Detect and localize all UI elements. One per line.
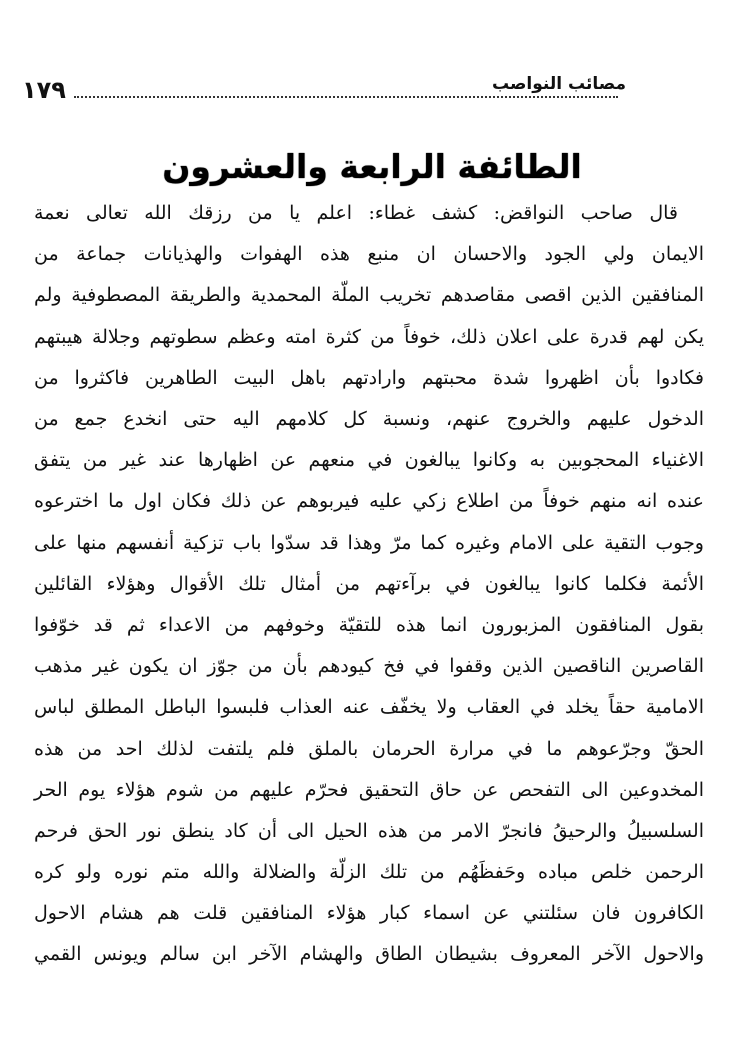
- text-line: والاحول الآخر المعروف بشيطان الطاق والهشام الآخر ابن سالم ويونس القمي: [34, 943, 704, 966]
- text-line: الحقّ وجرّعوهم ما في مرارة الحرمان بالملق فلم يلتفت لذلك احد من هذه: [34, 737, 704, 760]
- text-line: المخدوعين الى التفحص عن حاق التحقيق فحرّم عليهم من شوم هؤلاء يوم الحر: [34, 778, 704, 801]
- text-line: وجوب التقية على الامام وغيره كما مرّ وهذا قد سدّوا باب تزكية أنفسهم منها على: [34, 531, 704, 554]
- dotted-leader: [74, 96, 618, 98]
- text-line: الامامية حقاً يخلد في العقاب ولا يخفّف عنه العذاب فلبسوا الباطل المطلق لباس: [34, 696, 704, 719]
- chapter-title: الطائفة الرابعة والعشرون: [162, 147, 582, 186]
- text-line: يكن لهم قدرة على اعلان ذلك، خوفاً من كثرة امته وعظم سطوتهم وجلالة هيبتهم: [34, 325, 704, 348]
- text-line: القاصرين الناقصين الذين وقفوا في فخ كيودهم بأن من جوّز ان يكون غير مذهب: [34, 655, 704, 678]
- text-line: الاغنياء المحجوبين به وكانوا يبالغون في منعهم عن اظهارها عند غير من يتفق: [34, 449, 704, 472]
- text-line: المنافقين الذين اقصى مقاصدهم تخريب الملّة المحمدية والطريقة المصطوفية ولم: [34, 284, 704, 307]
- text-line: الأئمة فكلما كانوا يبالغون في برآءتهم من أمثال تلك الأقوال وهؤلاء القائلين: [34, 572, 704, 595]
- body-text: [34, 193, 704, 976]
- text-line: السلسبيلُ والرحيقُ فانجرّ الامر من هذه الحيل الى أن كاد ينطق نور الحق فرحم: [34, 819, 704, 842]
- running-title: مصائب النواصب: [491, 74, 626, 94]
- text-line: قال صاحب النواقض: كشف غطاء: اعلم يا من رزقك الله تعالى نعمة: [34, 202, 678, 225]
- text-line: فكادوا بأن اظهروا شدة محبتهم وارادتهم باهل البيت الطاهرين فاكثروا من: [34, 366, 704, 389]
- text-line: الايمان ولي الجود والاحسان ان منبع هذه الهفوات والهذيانات جماعة من: [34, 243, 704, 266]
- text-line: بقول المنافقون المزبورون انما هذه للتقيّة وخوفهم من الاعداء ثم قد خوّفوا: [34, 613, 704, 636]
- text-line: الرحمن خلص مباده وحَفظَهُم من تلك الزلّة والضلالة والله متم نوره ولو كره: [34, 861, 704, 884]
- text-line: الدخول عليهم والخروج عنهم، ونسبة كل كلامهم اليه حتى انخدع جمع من: [34, 408, 704, 431]
- text-line: عنده انه منهم خوفاً من اطلاع زكي عليه فيربوهم عن ذلك فكان اول ما اخترعوه: [34, 490, 704, 513]
- page-number: ١٧٩: [22, 76, 66, 104]
- text-line: الكافرون فان سئلتني عن اسماء كبار هؤلاء المنافقين قلت هم هشام الاحول: [34, 902, 704, 925]
